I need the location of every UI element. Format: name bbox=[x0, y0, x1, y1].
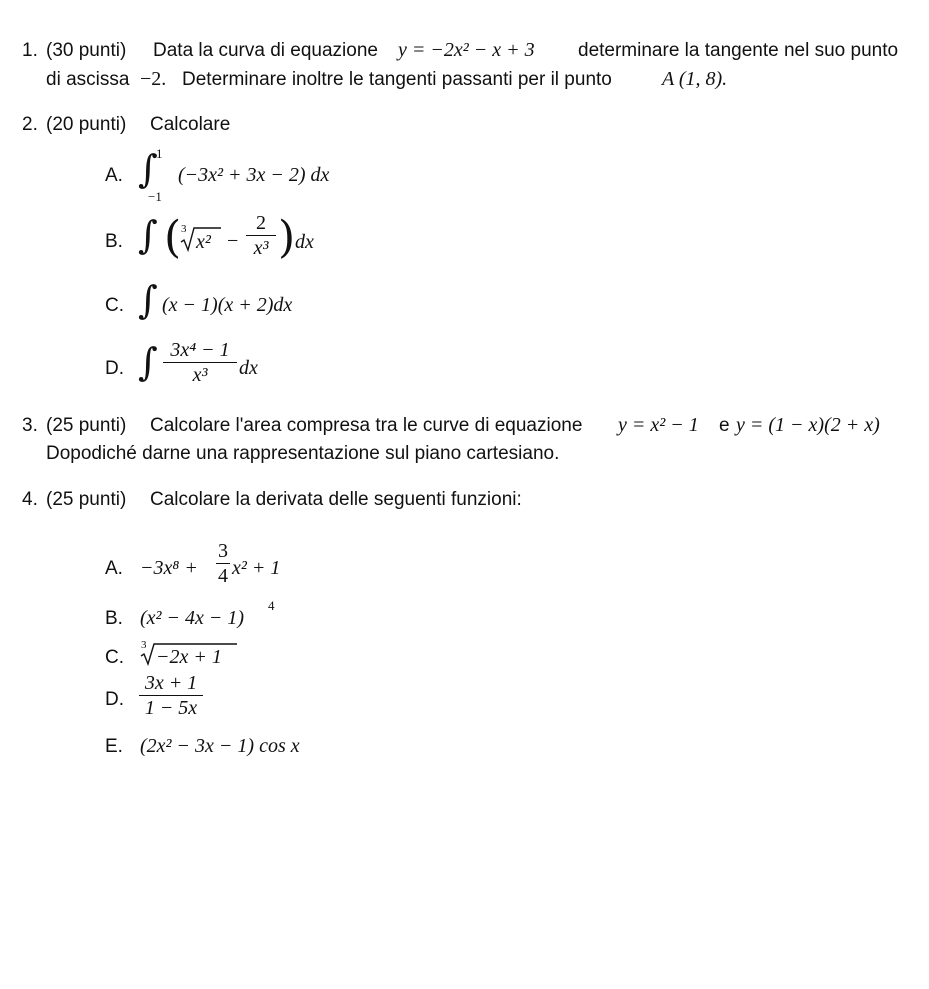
integral-sign-icon: ∫ bbox=[138, 213, 158, 257]
integral-sign-icon: ∫ bbox=[138, 147, 158, 191]
exercise-1-line2-text: di ascissa bbox=[46, 69, 130, 90]
integral-b-frac-den: x³ bbox=[253, 237, 269, 260]
exercise-1-number: 1. bbox=[22, 40, 38, 61]
integral-a-upper: 1 bbox=[156, 146, 163, 161]
exercise-3-curve-a: y = x² − 1 bbox=[618, 414, 699, 436]
integral-d-frac-num: 3x⁴ − 1 bbox=[170, 339, 230, 361]
derivative-d-frac-den: 1 − 5x bbox=[144, 697, 198, 720]
exercise-1-line2-tail: Determinare inoltre le tangenti passanti per il punto bbox=[182, 69, 612, 90]
integral-sign-icon: ∫ bbox=[138, 278, 158, 322]
derivative-c-label: C. bbox=[105, 647, 124, 668]
derivative-a-frac-den: 4 bbox=[218, 565, 228, 588]
integral-d-frac-den: x³ bbox=[192, 364, 208, 387]
integral-b-dx: dx bbox=[295, 231, 314, 253]
right-paren: ) bbox=[278, 212, 296, 263]
exercise-2-text: Calcolare bbox=[150, 114, 231, 135]
derivative-d-frac-num: 3x + 1 bbox=[144, 672, 198, 694]
derivative-a-post: x² + 1 bbox=[232, 557, 281, 579]
exercise-2-number: 2. bbox=[22, 114, 38, 135]
exercise-1-curve-equation: y = −2x² − x + 3 bbox=[398, 39, 535, 61]
exercise-3-points: (25 punti) bbox=[46, 415, 127, 436]
fraction-bar bbox=[246, 235, 276, 236]
integral-sign-icon: ∫ bbox=[138, 340, 158, 384]
exercise-3-number: 3. bbox=[22, 415, 38, 436]
derivative-b-label: B. bbox=[105, 608, 123, 629]
derivative-a-pre: −3x⁸ + bbox=[140, 557, 198, 579]
exercise-4-number: 4. bbox=[22, 489, 38, 510]
exercise-3-line2: Dopodiché darne una rappresentazione sul piano cartesiano. bbox=[46, 443, 560, 464]
exercise-1-point: A (1, 8). bbox=[662, 68, 728, 90]
integral-c-integrand: (x − 1)(x + 2)dx bbox=[162, 294, 293, 316]
derivative-b-exponent: 4 bbox=[268, 598, 275, 613]
derivative-c-root-index: 3 bbox=[141, 639, 147, 651]
integral-a-label: A. bbox=[105, 165, 123, 186]
derivative-c-root-arg: −2x + 1 bbox=[156, 646, 222, 668]
exercise-3-curve-b: y = (1 − x)(2 + x) bbox=[736, 414, 880, 436]
integral-d-dx: dx bbox=[239, 357, 258, 379]
derivative-a-label: A. bbox=[105, 558, 123, 579]
fraction-bar bbox=[139, 695, 203, 696]
derivative-a-fraction bbox=[216, 541, 230, 586]
derivative-e-expr: (2x² − 3x − 1) cos x bbox=[140, 735, 300, 757]
integral-b-frac-num: 2 bbox=[256, 212, 266, 234]
exercise-1-text-tail: determinare la tangente nel suo punto bbox=[578, 40, 899, 61]
exercise-1-abscissa: −2. bbox=[140, 68, 167, 90]
integral-b-minus: − bbox=[227, 230, 239, 252]
exercise-1-points: (30 punti) bbox=[46, 40, 127, 61]
left-paren: ( bbox=[164, 212, 182, 263]
exercise-4-points: (25 punti) bbox=[46, 489, 127, 510]
derivative-a-frac-num: 3 bbox=[218, 540, 228, 562]
fraction-bar bbox=[163, 362, 237, 363]
integral-c-label: C. bbox=[105, 295, 124, 316]
fraction-bar bbox=[216, 563, 230, 564]
integral-a-integrand: (−3x² + 3x − 2) dx bbox=[178, 164, 330, 186]
exercise-1-text: Data la curva di equazione bbox=[153, 40, 378, 61]
derivative-b-expr: (x² − 4x − 1) bbox=[140, 607, 245, 629]
exercise-3-conjunction: e bbox=[719, 415, 730, 436]
integral-b-label: B. bbox=[105, 231, 123, 252]
derivative-e-label: E. bbox=[105, 736, 123, 757]
integral-b-root-arg: x² bbox=[196, 231, 211, 253]
derivative-d-fraction bbox=[139, 673, 203, 718]
exercise-2-points: (20 punti) bbox=[46, 114, 127, 135]
exercise-4-text: Calcolare la derivata delle seguenti funzioni: bbox=[150, 489, 522, 510]
exercise-3-text: Calcolare l'area compresa tra le curve di equazione bbox=[150, 415, 583, 436]
integral-d-label: D. bbox=[105, 358, 124, 379]
derivative-d-label: D. bbox=[105, 689, 124, 710]
integral-a-lower: −1 bbox=[148, 189, 162, 204]
integral-b-root-index: 3 bbox=[181, 223, 187, 235]
integral-d-fraction bbox=[163, 340, 237, 385]
integral-b-fraction bbox=[246, 213, 276, 258]
